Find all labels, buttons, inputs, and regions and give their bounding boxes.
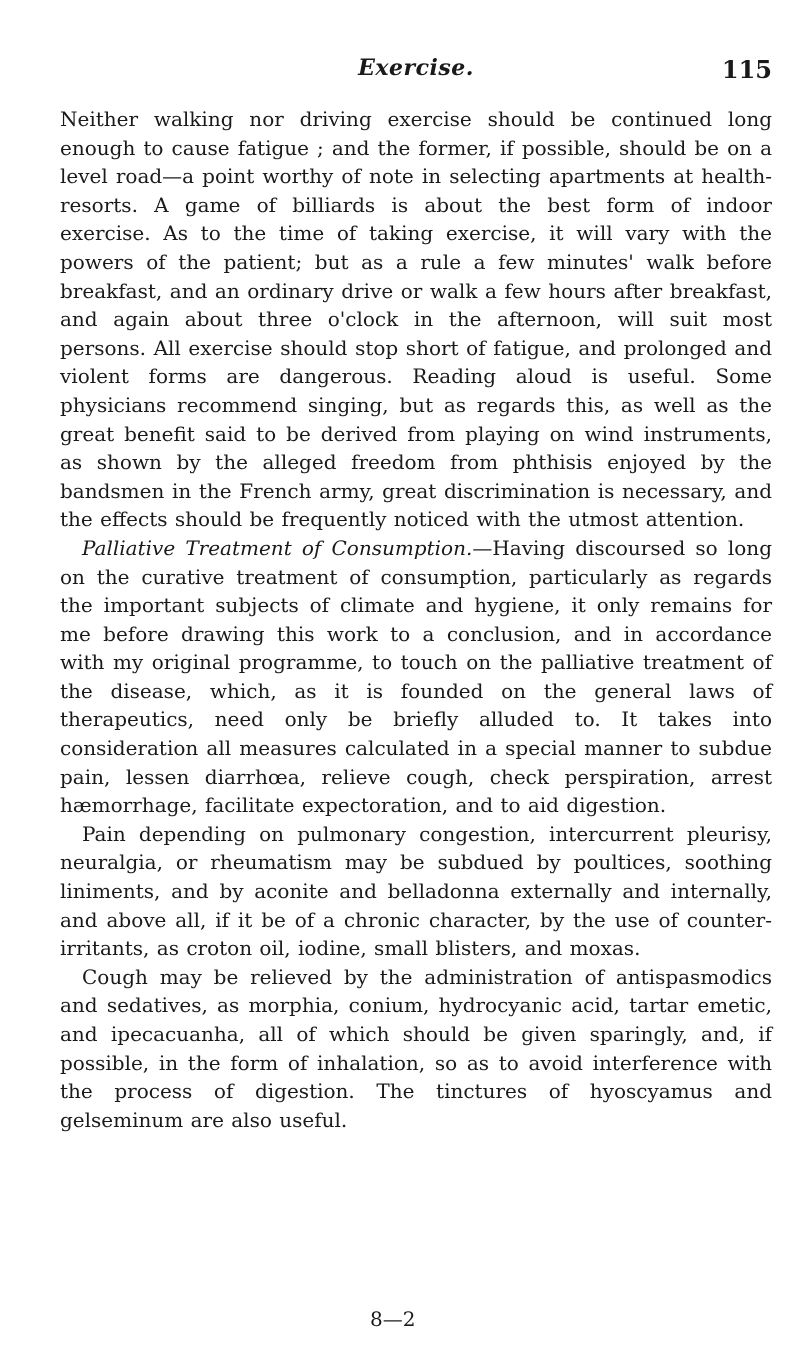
signature-mark: 8—2 [370, 1307, 416, 1331]
paragraph-palliative-treatment [60, 534, 772, 820]
section-heading: Palliative Treatment of Consumption. [82, 535, 473, 560]
paragraph-cough [60, 963, 772, 1135]
paragraph-text: Cough may be relieved by the administration of antispasmodics and sedatives, as morphia, conium, hydrocyanic acid, tartar emetic, and ipecacuanha, all of which should be given sparingly, and, if possible, in the form of inhalation, so as to avoid interference with the process of digestion. The tinctures of hyoscyamus and gelseminum are also useful. [60, 964, 772, 1132]
body-text [60, 105, 772, 1134]
running-title: Exercise. [358, 55, 474, 81]
page-number: 115 [721, 55, 772, 84]
paragraph-text: Pain depending on pulmonary congestion, intercurrent pleurisy, neuralgia, or rheumatism may be subdued by poultices, soothing liniments, and by aconite and belladonna externally and internally, and above all, if it be of a chronic character, by the use of counter-irritants, as croton oil, iodine, small blisters, and moxas. [60, 821, 772, 961]
paragraph-text: —Having discoursed so long on the curative treatment of consumption, particularly as regards the important subjects of climate and hygiene, it only remains for me before drawing this work to a conclusion, and in accordance with my original programme, to touch on the palliative treatment of the disease, which, as it is founded on the general laws of therapeutics, need only be briefly alluded to. It takes into consideration all measures calculated in a special manner to subdue pain, lessen diarrhœa, relieve cough, check perspiration, arrest hæmorrhage, facilitate expectoration, and to aid digestion. [60, 535, 772, 818]
paragraph-exercise [60, 105, 772, 534]
book-page [60, 55, 772, 1134]
paragraph-text: Neither walking nor driving exercise should be continued long enough to cause fatigue ; and the former, if possible, should be on a level road—a point worthy of note in selecting apartments at health-resorts. A game of billiards is about the best form of indoor exercise. As to the time of taking exercise, it will vary with the powers of the patient; but as a rule a few minutes' walk before breakfast, and an ordinary drive or walk a few hours after breakfast, and again about three o'clock in the afternoon, will suit most persons. All exercise should stop short of fatigue, and prolonged and violent forms are dangerous. Reading aloud is useful. Some physicians recommend singing, but as regards this, as well as the great benefit said to be derived from playing on wind instruments, as shown by the alleged freedom from phthisis enjoyed by the bandsmen in the French army, great discrimination is necessary, and the effects should be frequently noticed with the utmost attention. [60, 107, 772, 532]
paragraph-pain [60, 820, 772, 963]
running-head [60, 55, 772, 91]
